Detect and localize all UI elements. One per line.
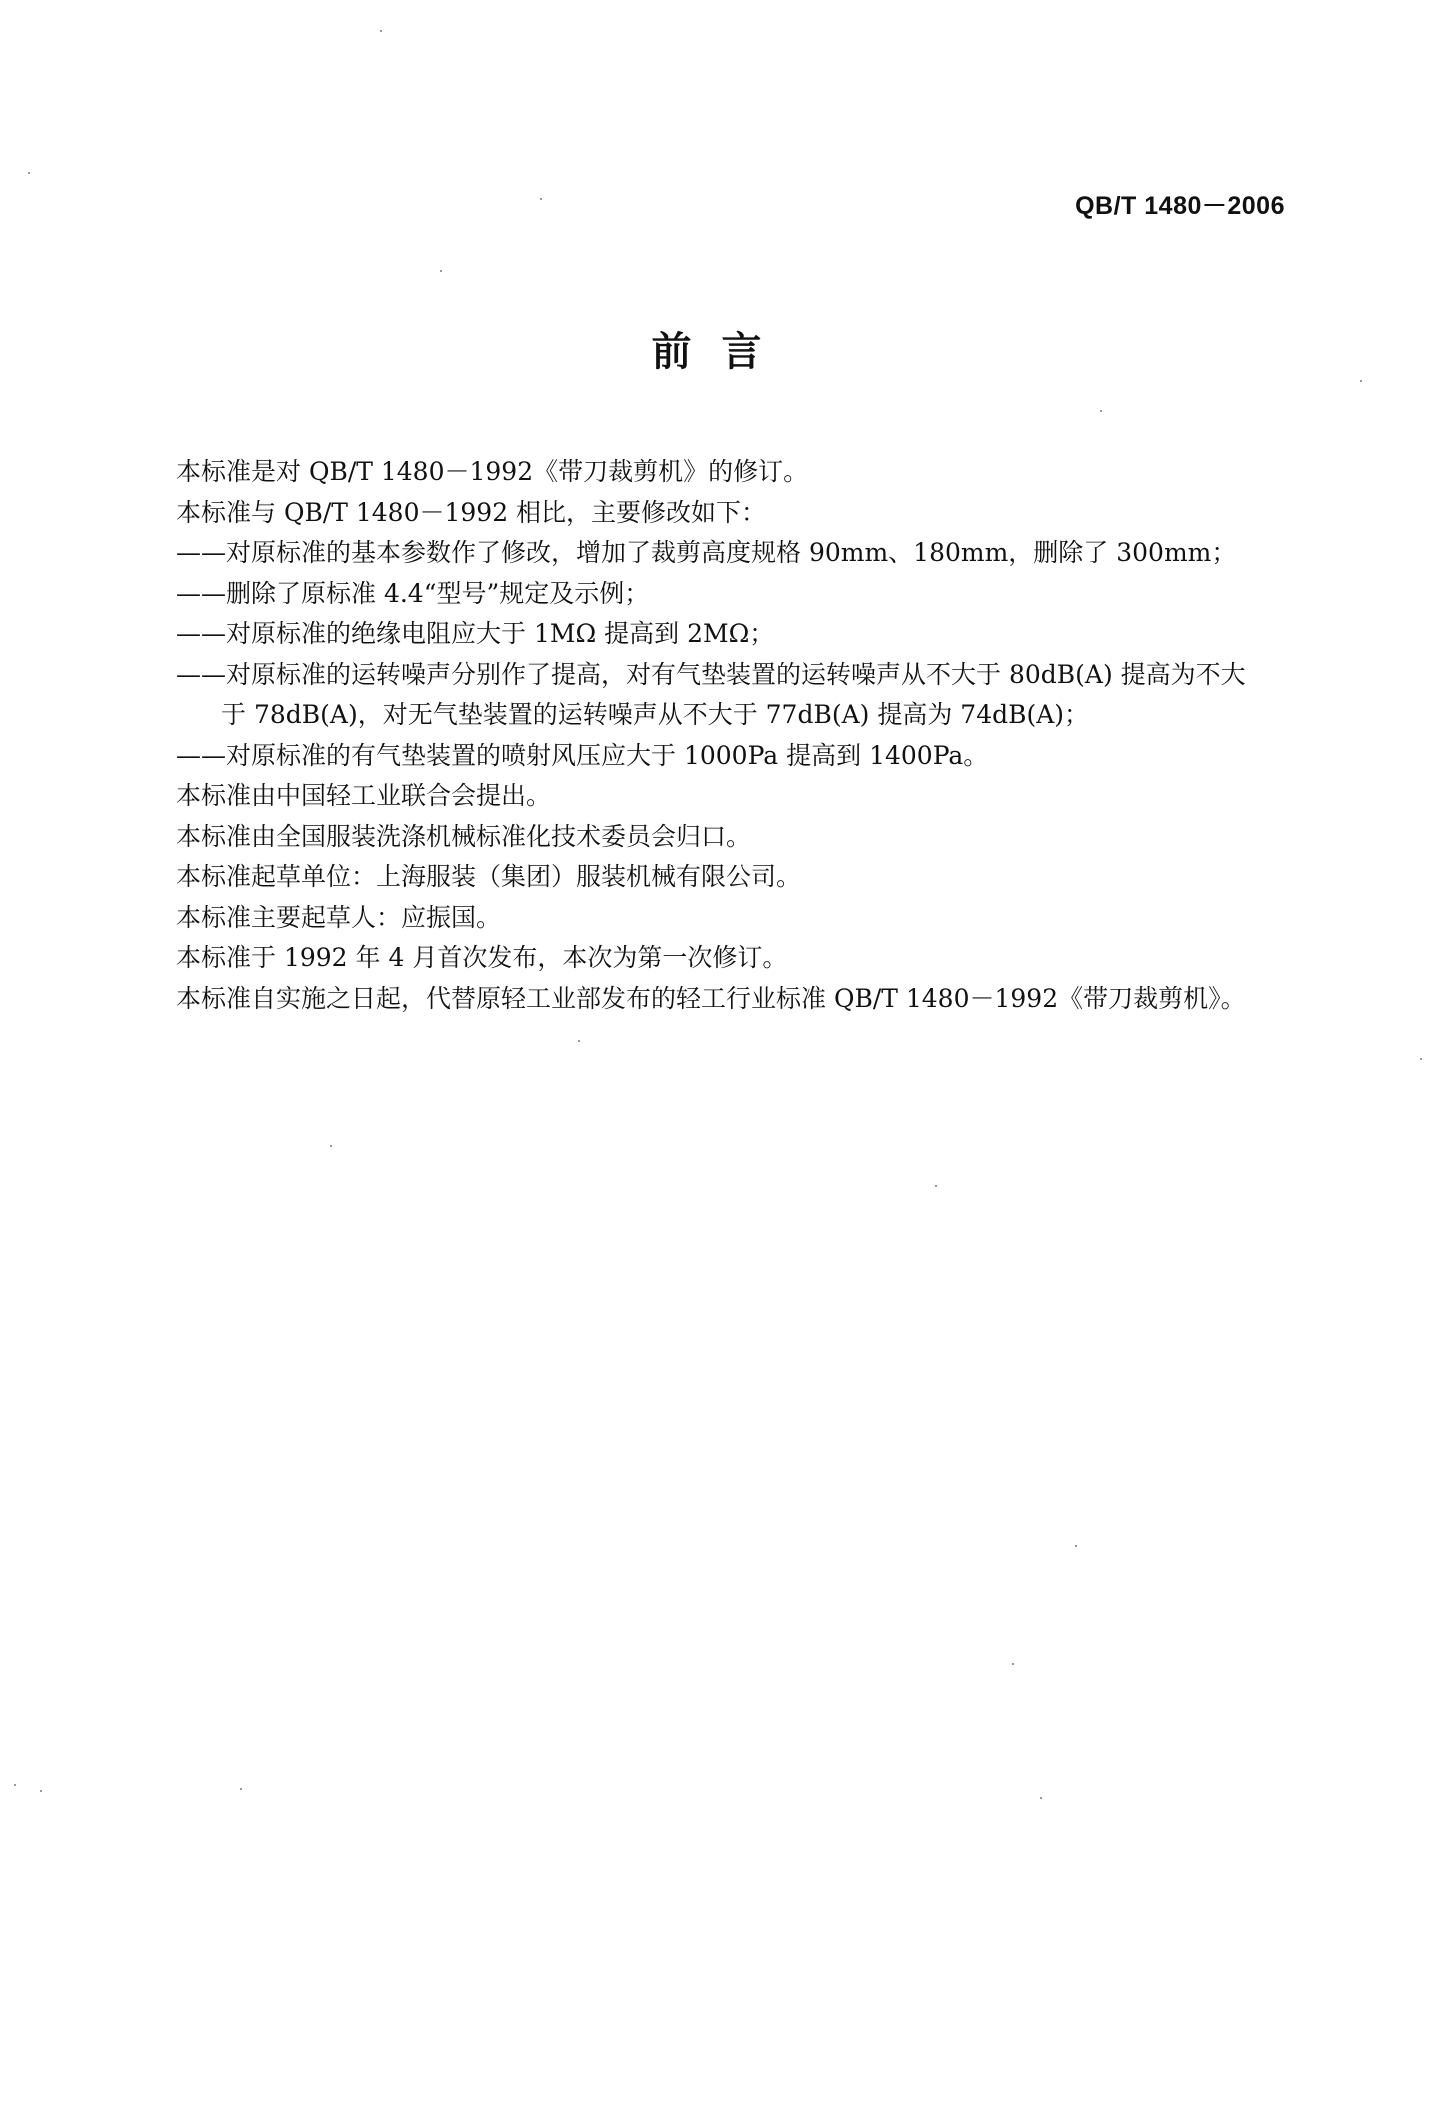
standard-number: QB/T 1480－2006 [1075,192,1285,220]
page-title: 前言 [651,329,792,375]
change-item-running-noise: ——对原标准的运转噪声分别作了提高，对有气垫装置的运转噪声从不大于 80dB(A) 提高为不大 [176,659,1246,689]
paragraph-publication-history: 本标准于 1992 年 4 月首次发布，本次为第一次修订。 [176,943,788,972]
scan-speck [380,30,382,32]
scan-speck [1075,1545,1077,1547]
paragraph-main-drafter: 本标准主要起草人：应振国。 [176,902,502,932]
scan-speck [240,1788,242,1790]
change-item-running-noise-continued: 于 78dB(A)，对无气垫装置的运转噪声从不大于 77dB(A) 提高为 74dB(A)； [221,700,1090,729]
scan-speck [330,1145,332,1147]
scan-speck [1420,1058,1422,1060]
foreword-body [176,452,1306,1019]
scan-speck [578,1040,580,1042]
change-item-basic-parameters: ——对原标准的基本参数作了修改，增加了裁剪高度规格 90mm、180mm，删除了 300mm； [176,538,1237,567]
scan-speck [935,1185,937,1187]
scan-speck [1012,1663,1014,1665]
paragraph-replacement: 本标准自实施之日起，代替原轻工业部发布的轻工行业标准 QB/T 1480－1992《带刀裁剪机》。 [176,983,1246,1013]
scan-speck [40,1790,42,1792]
scan-speck [1040,1797,1042,1799]
change-item-insulation-resistance: ——对原标准的绝缘电阻应大于 1MΩ 提高到 2MΩ； [176,619,775,648]
paragraph-proposed-by: 本标准由中国轻工业联合会提出。 [176,781,552,810]
paragraph-main-changes: 本标准与 QB/T 1480－1992 相比，主要修改如下： [176,497,767,527]
paragraph-drafting-unit: 本标准起草单位：上海服装（集团）服装机械有限公司。 [176,862,802,891]
scan-speck [540,198,542,200]
scan-speck [440,270,442,272]
scan-speck [28,172,30,174]
change-item-jet-pressure: ——对原标准的有气垫装置的喷射风压应大于 1000Pa 提高到 1400Pa。 [176,740,989,770]
paragraph-under-jurisdiction: 本标准由全国服装洗涤机械标准化技术委员会归口。 [176,821,752,851]
paragraph-revision-of: 本标准是对 QB/T 1480－1992《带刀裁剪机》的修订。 [176,457,809,486]
scan-speck [1100,410,1102,412]
scan-speck [1360,380,1362,382]
scan-speck [14,1784,16,1786]
change-item-model-removed: ——删除了原标准 4.4“型号”规定及示例； [176,578,650,608]
